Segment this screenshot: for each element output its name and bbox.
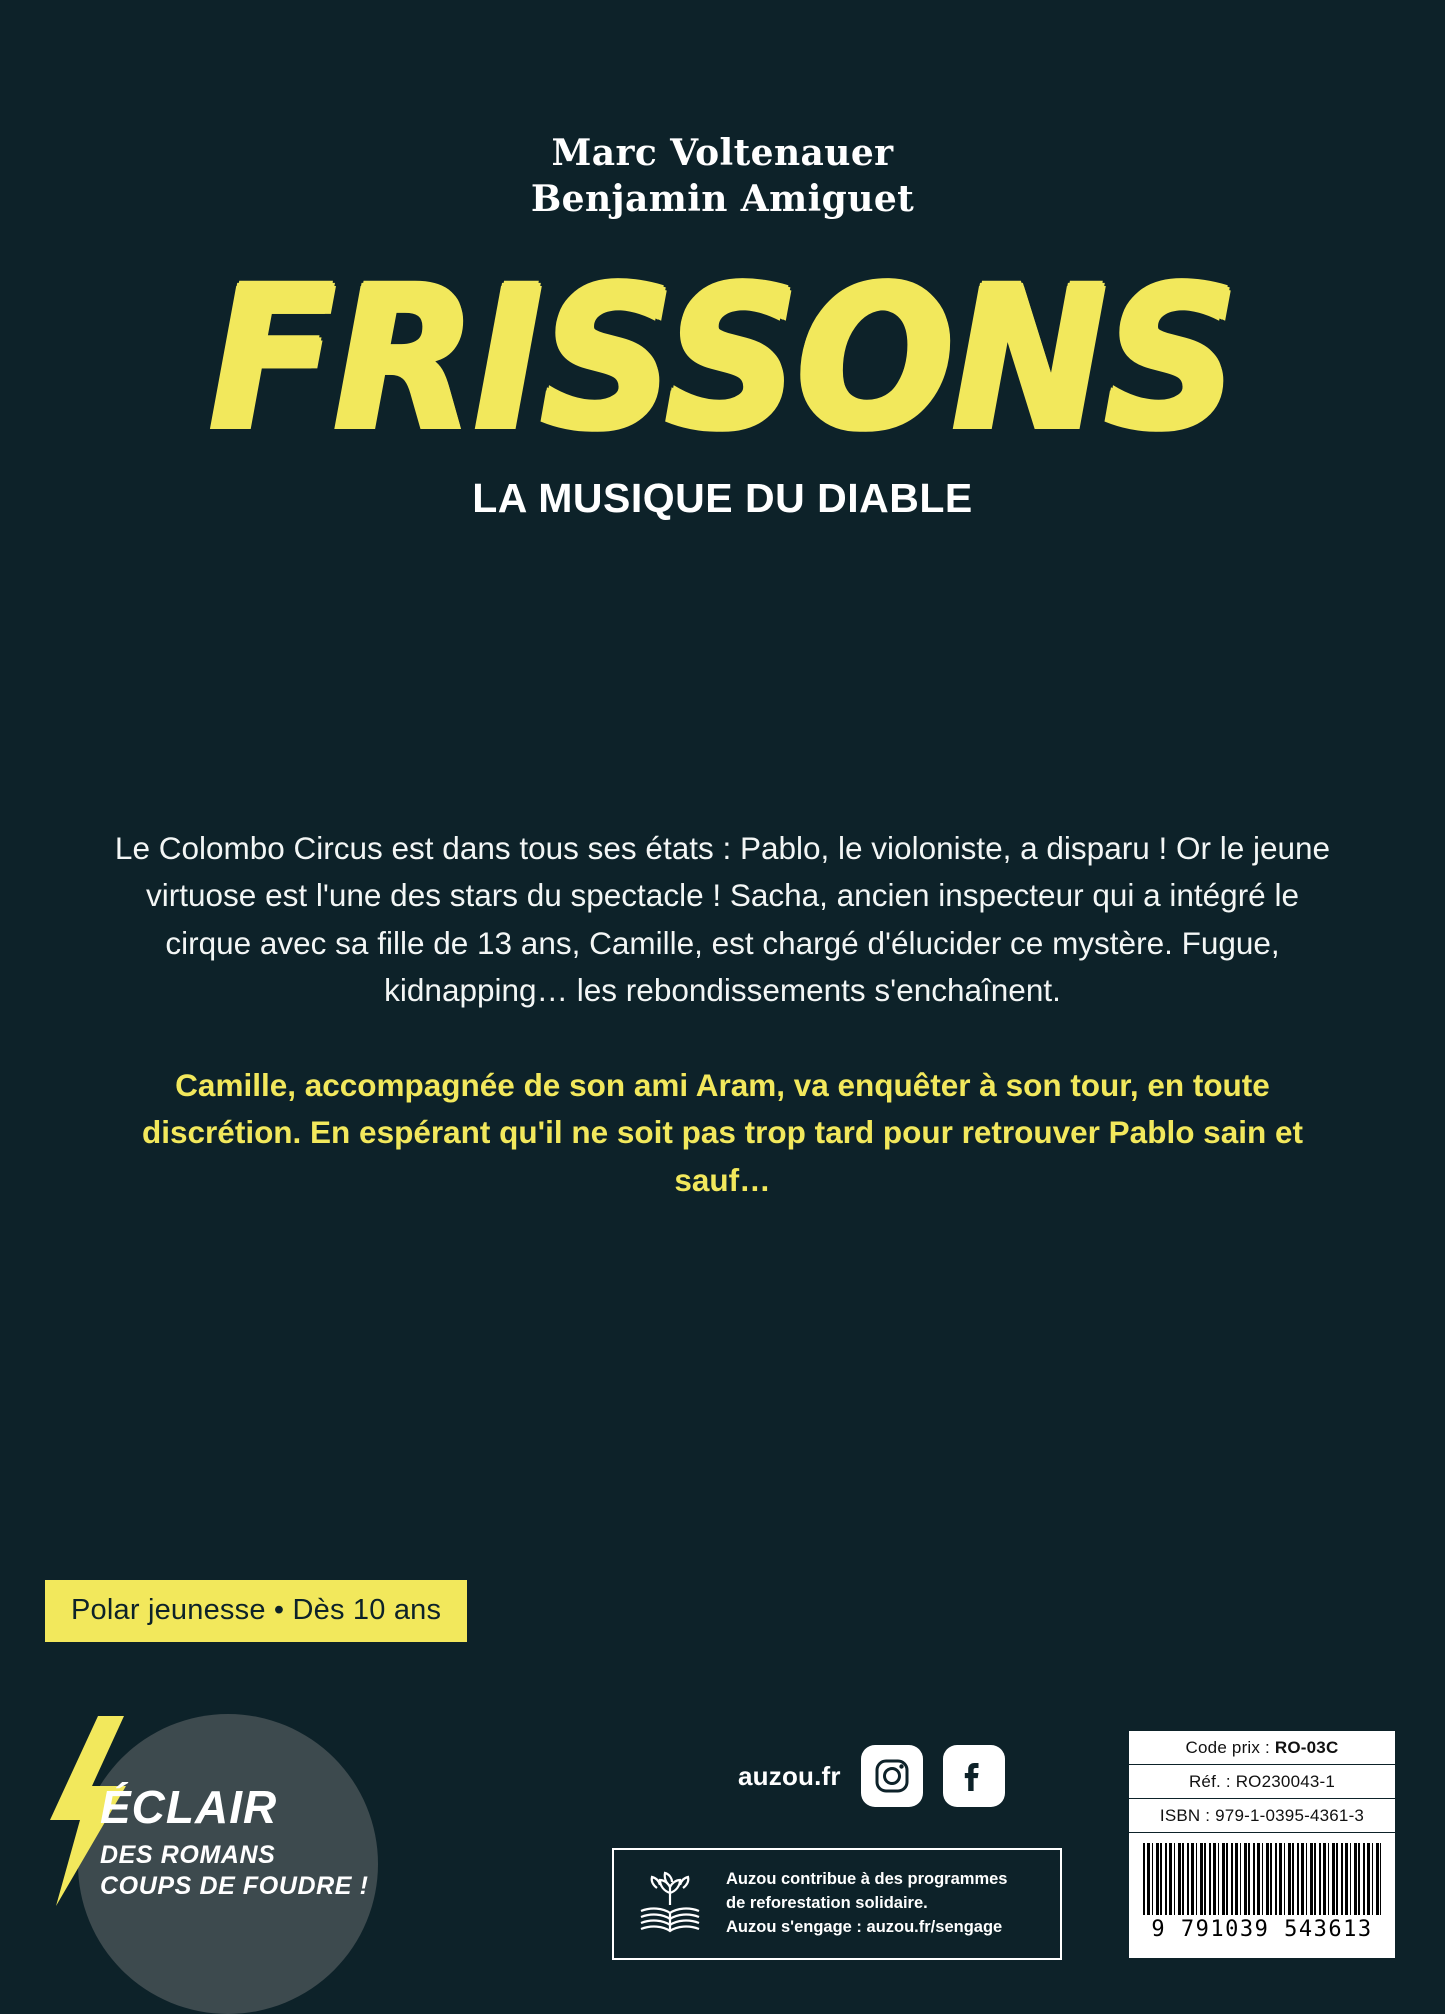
reforestation-line-2: de reforestation solidaire.: [726, 1894, 928, 1913]
price-isbn-box: [1128, 1730, 1396, 1959]
facebook-icon[interactable]: [943, 1745, 1005, 1807]
collection-tagline: [100, 1840, 390, 1903]
reforestation-line-3: Auzou s'engage : auzou.fr/sengage: [726, 1917, 1003, 1936]
publisher-links: [738, 1745, 1005, 1807]
book-title: FRISSONS: [209, 243, 1236, 473]
price-code-value: RO-03C: [1274, 1738, 1339, 1757]
book-subtitle: LA MUSIQUE DU DIABLE: [472, 475, 973, 522]
collection-name: ÉCLAIR: [100, 1781, 278, 1833]
collection-tagline-line2: COUPS DE FOUDRE !: [100, 1872, 369, 1901]
reforestation-line-1: Auzou contribue à des programmes: [726, 1870, 1008, 1889]
barcode-digits: 9 791039 543613: [1151, 1917, 1373, 1942]
reforestation-box: [612, 1848, 1062, 1960]
reforestation-text: [726, 1868, 1015, 1940]
author-name-2: Benjamin Amiguet: [530, 178, 915, 221]
title-block: [0, 243, 1445, 522]
authors-block: [0, 130, 1445, 222]
reference-row: Réf. : RO230043-1: [1129, 1765, 1395, 1799]
collection-text: [100, 1781, 390, 1903]
author-name-1: Marc Voltenauer: [551, 132, 894, 174]
price-code-label: Code prix :: [1185, 1738, 1270, 1757]
tree-book-icon: [614, 1865, 726, 1943]
blurb-main-text: Le Colombo Circus est dans tous ses états : Pablo, le violoniste, a disparu ! Or le jeune virtuose est l'une des stars du spectacle ! Sacha, ancien inspecteur qui a intégré le cirque avec sa fille de 13 ans, Camille, est chargé d'élucider ce mystère. Fugue, kidnapping… les rebondissements s'enchaînent.: [114, 830, 1331, 1008]
barcode-image: [1143, 1843, 1381, 1915]
barcode-block: [1129, 1833, 1395, 1958]
collection-logo: [20, 1684, 400, 1984]
collection-tagline-line1: DES ROMANS: [100, 1841, 276, 1869]
isbn-row: ISBN : 979-1-0395-4361-3: [1129, 1799, 1395, 1833]
price-code-row: [1129, 1731, 1395, 1765]
instagram-icon[interactable]: [861, 1745, 923, 1807]
blurb-highlight-text: Camille, accompagnée de son ami Aram, va enquêter à son tour, en toute discrétion. En espérant qu'il ne soit pas trop tard pour retrouver Pablo sain et sauf…: [142, 1067, 1303, 1198]
genre-badge: Polar jeunesse • Dès 10 ans: [45, 1580, 467, 1642]
publisher-website[interactable]: auzou.fr: [738, 1760, 841, 1791]
blurb-block: [110, 825, 1335, 1204]
